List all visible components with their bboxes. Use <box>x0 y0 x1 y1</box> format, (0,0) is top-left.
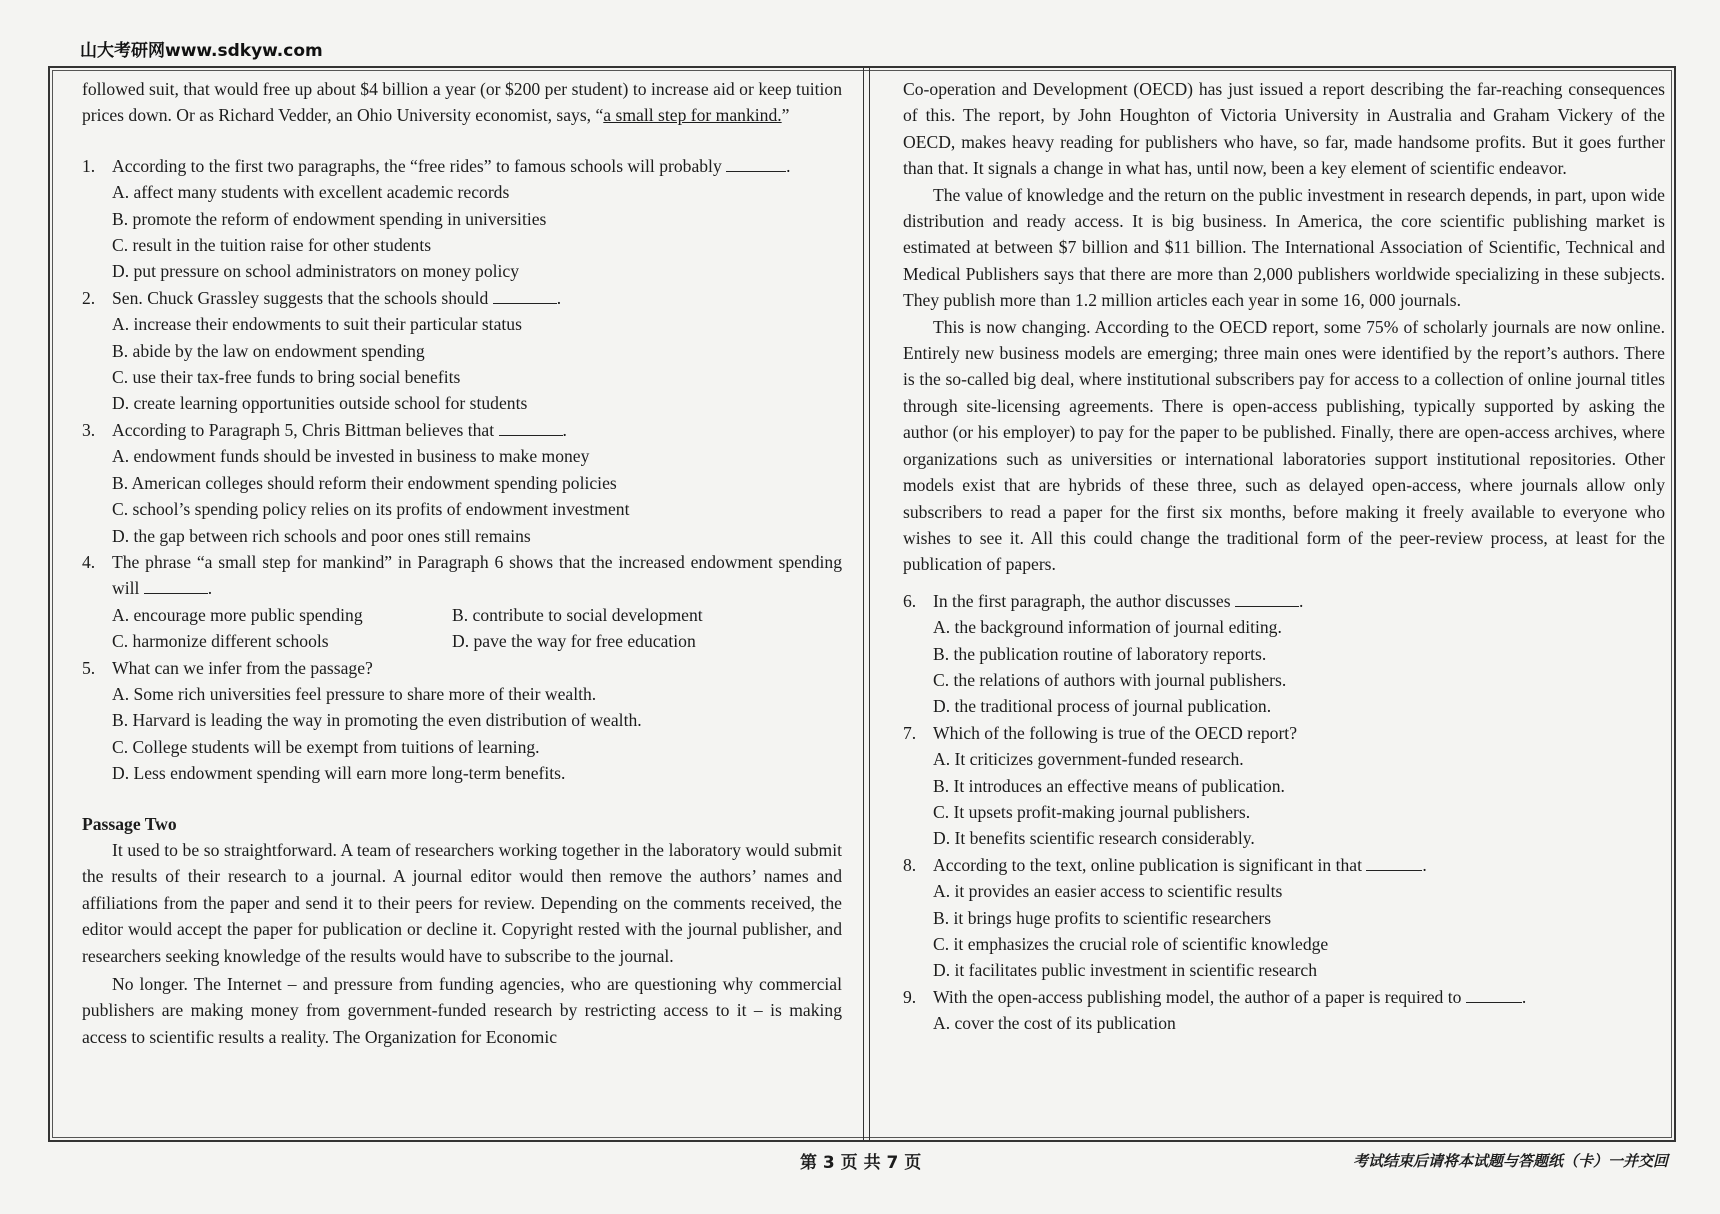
passage-paragraph: This is now changing. According to the OECD report, some 75% of scholarly journals are now online. Entirely new business models are emerging; three main ones were identified by the report’s authors. There is the so-called big deal, where institutional subscribers pay for access to a collection of online journal titles through site-licensing agreements. There is open-access publishing, typically supported by asking the author (or his employer) to pay for the paper to be published. Finally, there are open-access archives, where organizations such as universities or international laboratories support institutional repositories. Other models exist that are hybrids of these three, such as delayed open-access, where journals allow only subscribers to read a paper for the first six months, before making it freely available to everyone who wishes to see it. All this could change the traditional form of the peer-review process, at least for the publication of papers. <box>903 316 1665 575</box>
answer-blank <box>726 153 786 172</box>
option: C. College students will be exempt from tuitions of learning. <box>112 736 540 757</box>
option: C. it emphasizes the crucial role of scientific knowledge <box>933 934 1329 954</box>
option: D. pave the way for free education <box>452 631 696 652</box>
answer-blank <box>493 285 557 304</box>
option: A. it provides an easier access to scientific results <box>933 881 1283 902</box>
option: C. school’s spending policy relies on its profits of endowment investment <box>112 499 630 520</box>
answer-blank <box>499 417 563 436</box>
question-8: 8. According to the text, online publication is significant in that . A. it provides an easier access to scientific results B. it brings huge profits to scientific researchers C. it emphasizes the crucial role of scientific knowledge D. it facilitates public investment in scientific research <box>903 852 1665 984</box>
question-5: 5. What can we infer from the passage? A. Some rich universities feel pressure to share more of their wealth. B. Harvard is leading the way in promoting the even distribution of wealth. C. College students will be exempt from tuitions of learning. D. Less endowment spending will earn more long-term benefits. <box>82 655 842 787</box>
passage-title: Passage Two <box>82 813 177 834</box>
right-column <box>903 76 1665 1037</box>
passage-paragraph: It used to be so straightforward. A team of researchers working together in the laboratory would submit the results of their research to a journal. A journal editor would then remove the authors’ names and affiliations from the paper and send it to their peers for review. Depending on the comments received, the editor would accept the paper for publication or decline it. Copyright rested with the journal publisher, and researchers seeking knowledge of the results would have to subscribe to the journal. <box>82 839 842 966</box>
option: C. result in the tuition raise for other students <box>112 235 432 256</box>
option: A. affect many students with excellent academic records <box>112 182 510 203</box>
question-2: 2. Sen. Chuck Grassley suggests that the schools should . A. increase their endowments to suit their particular status B. abide by the law on endowment spending C. use their tax-free funds to bring social benefits D. create learning opportunities outside school for students <box>82 285 842 417</box>
passage-paragraph: The value of knowledge and the return on the public investment in research depends, in part, upon wide distribution and ready access. It is big business. In America, the core scientific publishing market is estimated at between $7 billion and $11 billion. The International Association of Scientific, Technical and Medical Publishers says that there are more than 2,000 publishers worldwide specializing in these subjects. They publish more than 1.2 million articles each year in some 16, 000 journals. <box>903 184 1665 311</box>
option: B. contribute to social development <box>452 604 703 625</box>
page-number: 第 3 页 共 7 页 <box>800 1153 922 1173</box>
option: D. put pressure on school administrators on money policy <box>112 261 520 282</box>
column-divider <box>863 66 870 1142</box>
option: B. American colleges should reform their endowment spending policies <box>112 472 617 493</box>
option: D. Less endowment spending will earn more long-term benefits. <box>112 763 566 784</box>
answer-blank <box>144 575 208 594</box>
option: A. the background information of journal editing. <box>933 617 1282 638</box>
answer-blank <box>1366 852 1422 871</box>
intro-paragraph: followed suit, that would free up about $4 billion a year (or $200 per student) to increase aid or keep tuition prices down. Or as Richard Vedder, an Ohio University economist, says, “a small step for mankind.” <box>82 79 842 126</box>
option: A. endowment funds should be invested in business to make money <box>112 446 590 467</box>
option: D. It benefits scientific research considerably. <box>933 828 1255 849</box>
option: D. create learning opportunities outside school for students <box>112 393 528 414</box>
question-9: 9. With the open-access publishing model, the author of a paper is required to . A. cover the cost of its publication <box>903 984 1665 1037</box>
option: B. Harvard is leading the way in promoting the even distribution of wealth. <box>112 710 642 731</box>
option: B. promote the reform of endowment spending in universities <box>112 208 547 229</box>
option: D. the gap between rich schools and poor ones still remains <box>112 525 531 546</box>
answer-blank <box>1235 588 1299 607</box>
option: A. Some rich universities feel pressure to share more of their wealth. <box>112 683 597 704</box>
question-6: 6. In the first paragraph, the author discusses . A. the background information of journal editing. B. the publication routine of laboratory reports. C. the relations of authors with journal publishers. D. the traditional process of journal publication. <box>903 588 1665 720</box>
option: C. harmonize different schools <box>112 631 329 652</box>
answer-blank <box>1466 984 1522 1003</box>
option: B. the publication routine of laboratory reports. <box>933 643 1267 664</box>
option: A. increase their endowments to suit their particular status <box>112 314 522 335</box>
question-3: 3. According to Paragraph 5, Chris Bittman believes that . A. endowment funds should be invested in business to make money B. American colleges should reform their endowment spending policies C. school’s spending policy relies on its profits of endowment investment D. the gap between rich schools and poor ones still remains <box>82 417 842 549</box>
option: C. use their tax-free funds to bring social benefits <box>112 367 461 388</box>
page-footer <box>0 1148 1720 1178</box>
question-1: 1. According to the first two paragraphs, the “free rides” to famous schools will probably . A. affect many students with excellent academic records B. promote the reform of endowment spending in universities C. result in the tuition raise for other students D. put pressure on school administrators on money policy <box>82 153 842 285</box>
option: D. it facilitates public investment in scientific research <box>933 960 1317 981</box>
option: B. It introduces an effective means of publication. <box>933 775 1285 796</box>
option: C. It upsets profit-making journal publishers. <box>933 801 1251 822</box>
option: B. abide by the law on endowment spending <box>112 340 425 361</box>
passage-paragraph: No longer. The Internet – and pressure from funding agencies, who are questioning why commercial publishers are making money from government-funded research by restricting access to it – is making access to scientific results a reality. The Organization for Economic <box>82 974 842 1047</box>
exam-note: 考试结束后请将本试题与答题纸（卡）一并交回 <box>1352 1152 1668 1170</box>
option: A. cover the cost of its publication <box>933 1013 1176 1034</box>
option: A. encourage more public spending <box>112 604 363 625</box>
passage-paragraph: Co-operation and Development (OECD) has just issued a report describing the far-reaching consequences of this. The report, by John Houghton of Victoria University in Australia and Graham Vickery of the OECD, makes heavy reading for publishers who have, so far, made handsome profits. But it goes further than that. It signals a change in what has, until now, been a key element of scientific endeavor. <box>903 79 1665 179</box>
option: B. it brings huge profits to scientific researchers <box>933 907 1272 928</box>
option: A. It criticizes government-funded research. <box>933 749 1244 770</box>
question-4: 4. The phrase “a small step for mankind” in Paragraph 6 shows that the increased endowment spending will . A. encourage more public spending B. contribute to social development C. harmonize different schools D. pave the way for free education <box>82 549 842 655</box>
option: D. the traditional process of journal publication. <box>933 696 1272 717</box>
left-column <box>82 76 842 1050</box>
question-7: 7. Which of the following is true of the OECD report? A. It criticizes government-funded research. B. It introduces an effective means of publication. C. It upsets profit-making journal publishers. D. It benefits scientific research considerably. <box>903 720 1665 852</box>
site-header: 山大考研网www.sdkyw.com <box>80 41 323 61</box>
option: C. the relations of authors with journal publishers. <box>933 669 1287 690</box>
